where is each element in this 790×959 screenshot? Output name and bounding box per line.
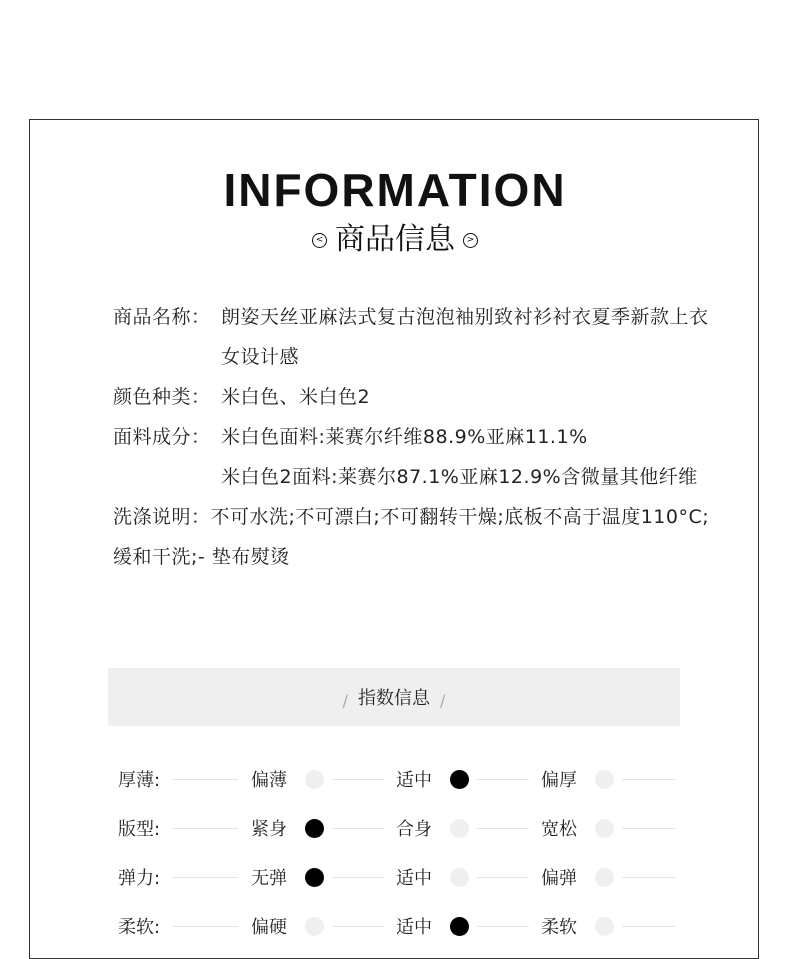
level-dot (595, 819, 614, 838)
divider-line (332, 877, 384, 878)
divider-line (477, 926, 529, 927)
chevron-right-icon: > (463, 233, 478, 248)
divider-line (332, 779, 384, 780)
divider-line (172, 828, 238, 829)
divider-line (622, 828, 676, 829)
divider-line (477, 877, 529, 878)
level-dot (305, 770, 324, 789)
info-row-name (113, 297, 713, 377)
divider-line (622, 926, 676, 927)
name-label: 商品名称： (113, 306, 211, 328)
divider-line (172, 877, 238, 878)
color-label: 颜色种类： (113, 386, 211, 408)
divider-line (172, 779, 238, 780)
divider-line (477, 828, 529, 829)
fabric-value-2: 米白色2面料:莱赛尔87.1%亚麻12.9%含微量其他纤维 (221, 466, 698, 488)
wash-value: 不可水洗;不可漂白;不可翻转干燥;底板不高于温度110°C;缓和干洗;- 垫布熨烫 (113, 506, 710, 568)
level-dot (595, 770, 614, 789)
info-row-wash (113, 497, 713, 577)
level-dot (450, 868, 469, 887)
slash-left: / (342, 690, 348, 710)
divider-line (172, 926, 238, 927)
level-dot (450, 819, 469, 838)
info-row-color (113, 377, 713, 417)
option-label: 偏薄 (251, 770, 287, 791)
option-label: 柔软 (541, 917, 577, 938)
index-row-thickness (118, 758, 678, 807)
level-dot-selected (305, 868, 324, 887)
chevron-left-icon: < (312, 233, 327, 248)
index-row-fit (118, 807, 678, 856)
option-label: 适中 (396, 868, 432, 889)
option-label: 偏厚 (541, 770, 577, 791)
title-english: INFORMATION (223, 164, 567, 216)
level-dot-selected (450, 770, 469, 789)
index-header (108, 668, 680, 726)
title-chinese: 商品信息 (335, 222, 455, 257)
option-label: 适中 (396, 917, 432, 938)
fabric-value (221, 417, 713, 497)
option-label: 紧身 (251, 819, 287, 840)
index-label: 版型: (118, 819, 161, 840)
color-value: 米白色、米白色2 (221, 386, 371, 408)
index-row-softness (118, 905, 678, 954)
divider-line (332, 926, 384, 927)
info-row-fabric (113, 417, 713, 497)
level-dot-selected (305, 819, 324, 838)
divider-line (622, 779, 676, 780)
index-title: 指数信息 (358, 688, 430, 709)
product-info (113, 297, 713, 577)
level-dot-selected (450, 917, 469, 936)
slash-right: / (440, 690, 446, 710)
divider-line (477, 779, 529, 780)
divider-line (622, 877, 676, 878)
wash-label: 洗涤说明： (113, 506, 211, 528)
fabric-label: 面料成分： (113, 426, 211, 448)
index-label: 弹力: (118, 868, 161, 889)
index-table (118, 758, 678, 954)
index-row-elasticity (118, 856, 678, 905)
name-value: 朗姿天丝亚麻法式复古泡泡袖别致衬衫衬衣夏季新款上衣女设计感 (221, 306, 709, 368)
title-chinese-row (0, 220, 790, 260)
option-label: 合身 (396, 819, 432, 840)
option-label: 偏弹 (541, 868, 577, 889)
level-dot (595, 917, 614, 936)
option-label: 宽松 (541, 819, 577, 840)
index-label: 厚薄: (118, 770, 161, 791)
option-label: 无弹 (251, 868, 287, 889)
index-label: 柔软: (118, 917, 161, 938)
divider-line (332, 828, 384, 829)
fabric-value-1: 米白色面料:莱赛尔纤维88.9%亚麻11.1% (221, 426, 588, 448)
level-dot (595, 868, 614, 887)
option-label: 偏硬 (251, 917, 287, 938)
level-dot (305, 917, 324, 936)
option-label: 适中 (396, 770, 432, 791)
